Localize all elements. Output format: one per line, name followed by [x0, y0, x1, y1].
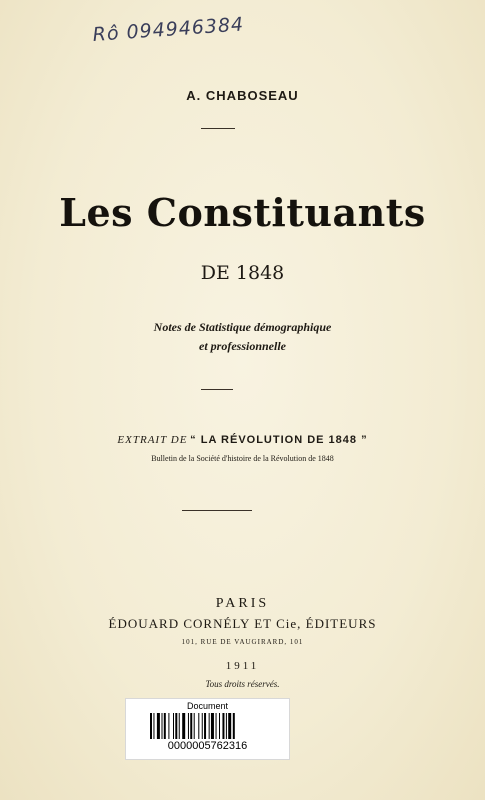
- barcode-number: 0000005762316: [167, 740, 248, 752]
- imprint-rights: Tous droits réservés.: [205, 679, 280, 689]
- extract-label: EXTRAIT DE: [117, 434, 188, 446]
- barcode-title: Document: [186, 701, 229, 711]
- imprint-address: 101, RUE DE VAUGIRARD, 101: [181, 638, 304, 646]
- book-title: Les Constituants: [59, 190, 426, 235]
- author: A. CHABOSEAU: [186, 88, 299, 103]
- notes-line-2: et professionnelle: [199, 339, 286, 353]
- extract-line: [0, 434, 485, 446]
- barcode-bars-icon: [150, 713, 264, 739]
- handwritten-shelfmark: Rô 094946384: [92, 13, 245, 46]
- imprint-publisher: ÉDOUARD CORNÉLY ET Cie, ÉDITEURS: [108, 616, 377, 631]
- book-subtitle: DE 1848: [200, 262, 285, 284]
- imprint-city: PARIS: [215, 596, 270, 611]
- divider-rule: [201, 389, 233, 390]
- notes-block: [0, 318, 485, 356]
- bulletin-line: Bulletin de la Société d'histoire de la Révolution de 1848: [151, 454, 334, 463]
- divider-rule: [182, 510, 252, 511]
- barcode-sticker: [125, 698, 290, 760]
- notes-line-1: Notes de Statistique démographique: [153, 320, 332, 334]
- imprint-year: 1911: [225, 660, 260, 672]
- extract-publication: “ LA RÉVOLUTION DE 1848 ”: [190, 434, 368, 446]
- divider-rule: [201, 128, 235, 129]
